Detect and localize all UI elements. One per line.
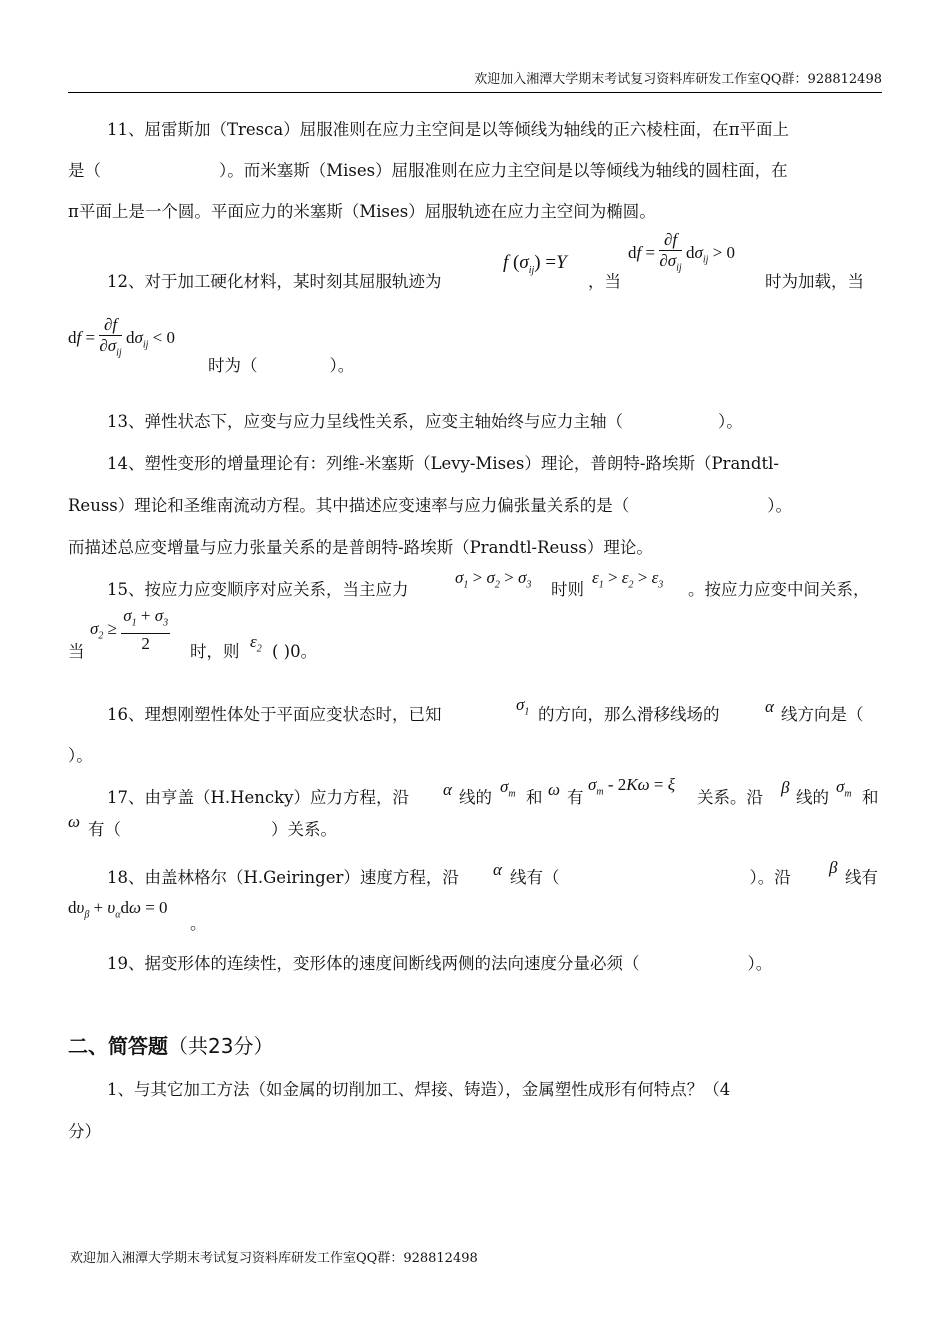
q18-geiringer-relation: $d\upsilon_\beta + \upsilon_\alpha d\omega = 0$ bbox=[68, 898, 168, 921]
q17-hencky-relation: $\sigma_m - 2K\omega = \xi$ bbox=[588, 775, 676, 798]
q17-text-g: 和 bbox=[862, 788, 879, 807]
q12-text-b: ，当 bbox=[588, 272, 621, 291]
q18-beta: β bbox=[829, 858, 838, 877]
q15-stress-order: $\sigma_1 > \sigma_2 > \sigma_3$ bbox=[455, 568, 532, 591]
q15-text-e: 时，则 bbox=[190, 642, 240, 661]
q17-sigma-m-2: $\sigma_m$ bbox=[836, 777, 852, 800]
q15-text-c: 。按应力应变中间关系， bbox=[688, 580, 870, 599]
q18-text-d: 线有 bbox=[845, 868, 878, 887]
q12-text-a: 12、对于加工硬化材料，某时刻其屈服轨迹为 bbox=[107, 272, 442, 291]
q13-line: 13、弹性状态下，应变与应力呈线性关系，应变主轴始终与应力主轴（ ）。 bbox=[107, 412, 743, 431]
q16-sigma1: $\sigma_1$ bbox=[516, 695, 530, 718]
q17-beta: β bbox=[781, 778, 790, 797]
q17-alpha: α bbox=[443, 780, 452, 799]
q14-line1: 14、塑性变形的增量理论有：列维-米塞斯（Levy-Mises）理论，普朗特-路埃斯（Prandtl- bbox=[107, 454, 779, 473]
q17-omega: ω bbox=[548, 780, 561, 799]
q17-text-a: 17、由亨盖（H.Hencky）应力方程，沿 bbox=[107, 788, 409, 807]
q12-text-d: 时为（ ）。 bbox=[208, 356, 355, 375]
q16-alpha: α bbox=[765, 697, 774, 716]
q17-text-d: 有 bbox=[567, 788, 584, 807]
page-footer: 欢迎加入湘潭大学期末考试复习资料库研发工作室QQ群：928812498 bbox=[70, 1251, 478, 1266]
short-answer-q1-line2: 分） bbox=[68, 1122, 101, 1141]
q15-text-f: ( )0。 bbox=[272, 642, 318, 661]
q12-unloading-formula: df = $\frac{\partial f}{\partial\sigma_{ij}}$ $d\sigma_{ij} < 0$ bbox=[68, 315, 175, 359]
q17-text-f: 线的 bbox=[796, 788, 829, 807]
short-answer-q1-line1: 1、与其它加工方法（如金属的切削加工、焊接、铸造），金属塑性成形有何特点？（4 bbox=[107, 1080, 731, 1099]
q17-text-h: 有（ ）关系。 bbox=[88, 820, 337, 839]
q16-text-c: 线方向是（ bbox=[781, 705, 864, 724]
q11-line2: 是（ ）。而米塞斯（Mises）屈服准则在应力主空间是以等倾线为轴线的圆柱面，在 bbox=[68, 161, 788, 180]
q16-text-a: 16、理想刚塑性体处于平面应变状态时，已知 bbox=[107, 705, 442, 724]
q17-text-b: 线的 bbox=[459, 788, 492, 807]
q14-line2: Reuss）理论和圣维南流动方程。其中描述应变速率与应力偏张量关系的是（ ）。 bbox=[68, 496, 792, 515]
q15-middle-relation: $\sigma_2$ ≥ $\frac{\sigma_1 + \sigma_3}{2}$ bbox=[90, 606, 169, 654]
q15-strain-order: $\varepsilon_1 > \varepsilon_2 > \varepsilon_3$ bbox=[592, 568, 664, 591]
q11-line3: π平面上是一个圆。平面应力的米塞斯（Mises）屈服轨迹在应力主空间为椭圆。 bbox=[68, 202, 656, 221]
q12-yield-locus-formula: f $(\sigma_{ij}) =Y$ bbox=[503, 252, 567, 276]
q17-text-c: 和 bbox=[526, 788, 543, 807]
q12-loading-formula: df = $\frac{\partial f}{\partial\sigma_{ij}}$ $d\sigma_{ij} > 0$ bbox=[628, 230, 735, 274]
section-2-heading: 二、简答题（共23分） bbox=[68, 1034, 274, 1058]
q16-text-d: ）。 bbox=[68, 746, 93, 765]
q15-text-a: 15、按应力应变顺序对应关系，当主应力 bbox=[107, 580, 409, 599]
q15-text-d: 当 bbox=[68, 642, 85, 661]
q18-text-b: 线有（ ）。沿 bbox=[510, 868, 791, 887]
q17-text-e: 关系。沿 bbox=[697, 788, 763, 807]
q16-text-b: 的方向，那么滑移线场的 bbox=[538, 705, 720, 724]
q18-text-a: 18、由盖林格尔（H.Geiringer）速度方程，沿 bbox=[107, 868, 459, 887]
page-header: 欢迎加入湘潭大学期末考试复习资料库研发工作室QQ群：928812498 bbox=[68, 68, 882, 93]
q11-line1: 11、屈雷斯加（Tresca）屈服准则在应力主空间是以等倾线为轴线的正六棱柱面，在π平面上 bbox=[107, 120, 790, 139]
q12-text-c: 时为加载，当 bbox=[765, 272, 864, 291]
q18-alpha: α bbox=[493, 860, 502, 879]
q19-line: 19、据变形体的连续性，变形体的速度间断线两侧的法向速度分量必须（ ）。 bbox=[107, 954, 773, 973]
q15-text-b: 时则 bbox=[551, 580, 584, 599]
q14-line3: 而描述总应变增量与应力张量关系的是普朗特-路埃斯（Prandtl-Reuss）理论。 bbox=[68, 538, 653, 557]
q17-omega-2: ω bbox=[68, 812, 81, 831]
q17-sigma-m: $\sigma_m$ bbox=[500, 777, 516, 800]
q18-text-e: 。 bbox=[190, 914, 207, 933]
q15-epsilon2: $\varepsilon_2$ bbox=[250, 632, 262, 655]
